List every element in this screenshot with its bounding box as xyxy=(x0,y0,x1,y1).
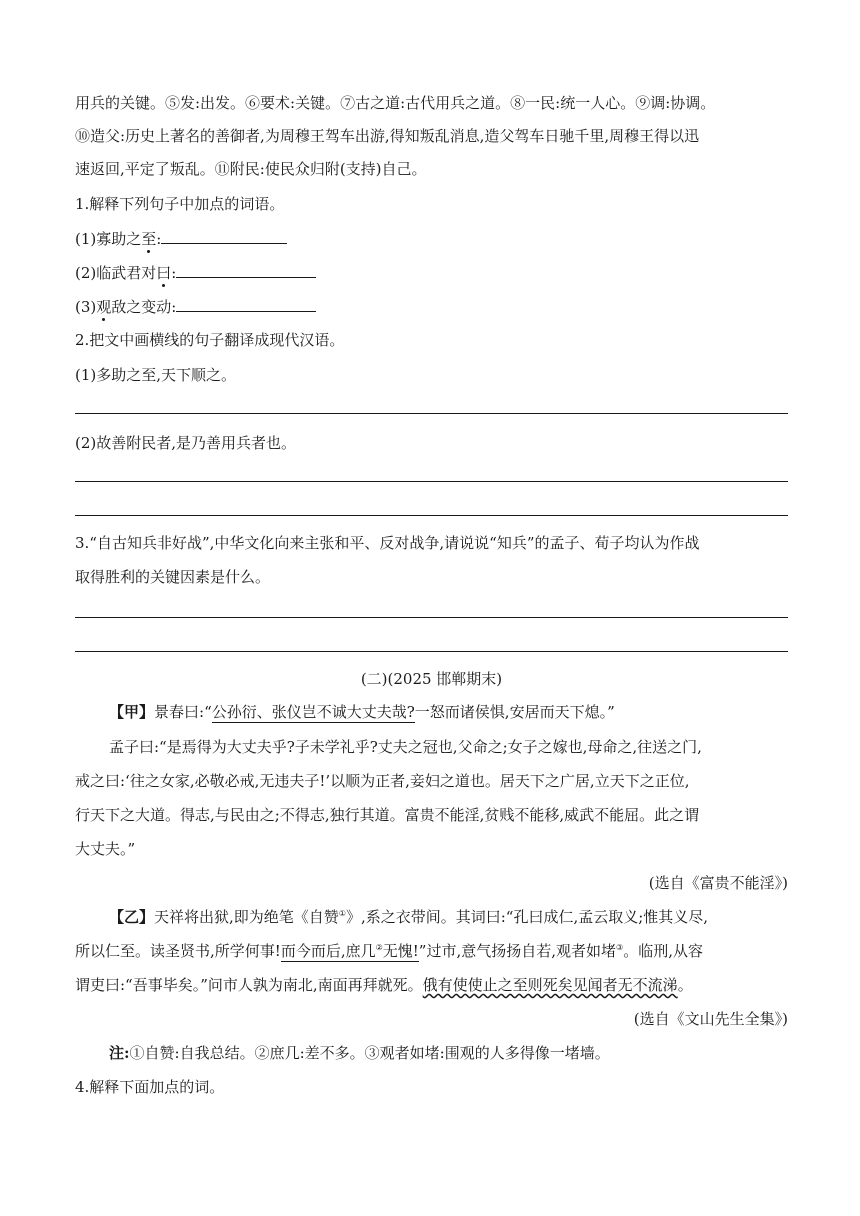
annotation-line-3: 速返回,平定了叛乱。⑪附民:使民众归附(支持)自己。 xyxy=(75,160,427,178)
footnotes: 注:①自赞:自我总结。②庶几:差不多。③观者如堵:围观的人多得像一堵墙。 xyxy=(109,1044,610,1062)
footnote-marker: ② xyxy=(375,943,383,952)
answer-blank[interactable] xyxy=(176,295,316,312)
underlined-sentence: 公孙衍、张仪岂不诚大丈夫哉? xyxy=(211,703,415,721)
answer-line[interactable] xyxy=(75,481,788,482)
passage-label-jia: 【甲】 xyxy=(109,703,155,721)
question-2-sentence-2: (2)故善附民者,是乃善用兵者也。 xyxy=(75,434,297,452)
question-1-item-3: (3)观敌之变动: xyxy=(75,295,788,318)
question-1-item-1: (1)寡助之至: xyxy=(75,227,788,250)
question-1-item-2: (2)临武君对曰: xyxy=(75,261,788,284)
passage-yi-line-3: 谓吏曰:“吾事毕矣。”问市人孰为南北,南面再拜就死。俄有使使止之至则死矣见闻者无不流涕。 xyxy=(75,976,693,994)
passage-jia-line-3: 戒之曰:‘往之女家,必敬必戒,无违夫子!’以顺为正者,妾妇之道也。居天下之广居,立天下之正位, xyxy=(75,772,690,790)
answer-blank[interactable] xyxy=(176,261,316,278)
question-2-stem: 2.把文中画横线的句子翻译成现代汉语。 xyxy=(75,331,345,349)
annotation-line-1: 用兵的关键。⑤发:出发。⑥要术:关键。⑦古之道:古代用兵之道。⑧一民:统一人心。⑨调:协调。 xyxy=(75,94,716,112)
wavy-underlined-sentence: 俄有使使止之至则死矣见闻者无不流涕 xyxy=(422,976,678,994)
passage-jia-line-5: 大丈夫。” xyxy=(75,840,136,858)
annotation-line-2: ⑩造父:历史上著名的善御者,为周穆王驾车出游,得知叛乱消息,造父驾车日驰千里,周穆王得以迅 xyxy=(75,127,700,145)
answer-line[interactable] xyxy=(75,413,788,414)
passage-label-yi: 【乙】 xyxy=(109,908,155,926)
footnote-marker: ③ xyxy=(616,943,624,952)
answer-blank[interactable] xyxy=(161,227,287,244)
underlined-sentence: 而今而后,庶几②无愧! xyxy=(280,942,419,960)
answer-line[interactable] xyxy=(75,617,788,618)
dotted-word: 至 xyxy=(141,230,157,248)
question-1-stem: 1.解释下列句子中加点的词语。 xyxy=(75,195,285,213)
question-2-sentence-1: (1)多助之至,天下顺之。 xyxy=(75,366,237,384)
passage-yi-line-1: 【乙】天祥将出狱,即为绝笔《自赞①》,系之衣带间。其词曰:“孔曰成仁,孟云取义;惟其义尽, xyxy=(109,908,709,926)
passage-jia-line-1: 【甲】景春曰:“公孙衍、张仪岂不诚大丈夫哉?一怒而诸侯惧,安居而天下熄。” xyxy=(109,703,615,721)
question-3-line-1: 3.“自古知兵非好战”,中华文化向来主张和平、反对战争,请说说“知兵”的孟子、荀子均认为作战 xyxy=(75,534,700,552)
answer-line[interactable] xyxy=(75,515,788,516)
question-3-line-2: 取得胜利的关键因素是什么。 xyxy=(75,568,271,586)
passage-yi-line-2: 所以仁至。读圣贤书,所学何事!而今而后,庶几②无愧!”过市,意气扬扬自若,观者如堵③。临刑,从容 xyxy=(75,942,703,960)
answer-line[interactable] xyxy=(75,651,788,652)
footnote-marker: ① xyxy=(338,909,346,918)
passage-jia-source: (选自《富贵不能淫》) xyxy=(648,874,788,892)
passage-jia-line-4: 行天下之大道。得志,与民由之;不得志,独行其道。富贵不能淫,贫贱不能移,威武不能屈。此之谓 xyxy=(75,806,700,824)
question-4-stem: 4.解释下面加点的词。 xyxy=(75,1078,225,1096)
section-title: (二)(2025 邯郸期末) xyxy=(360,670,503,688)
passage-jia-line-2: 孟子曰:“是焉得为大丈夫乎?子未学礼乎?丈夫之冠也,父命之;女子之嫁也,母命之,往送之门, xyxy=(109,738,702,756)
dotted-word: 曰 xyxy=(156,264,172,282)
dotted-word: 观 xyxy=(96,298,112,316)
passage-yi-source: (选自《文山先生全集》) xyxy=(633,1010,788,1028)
